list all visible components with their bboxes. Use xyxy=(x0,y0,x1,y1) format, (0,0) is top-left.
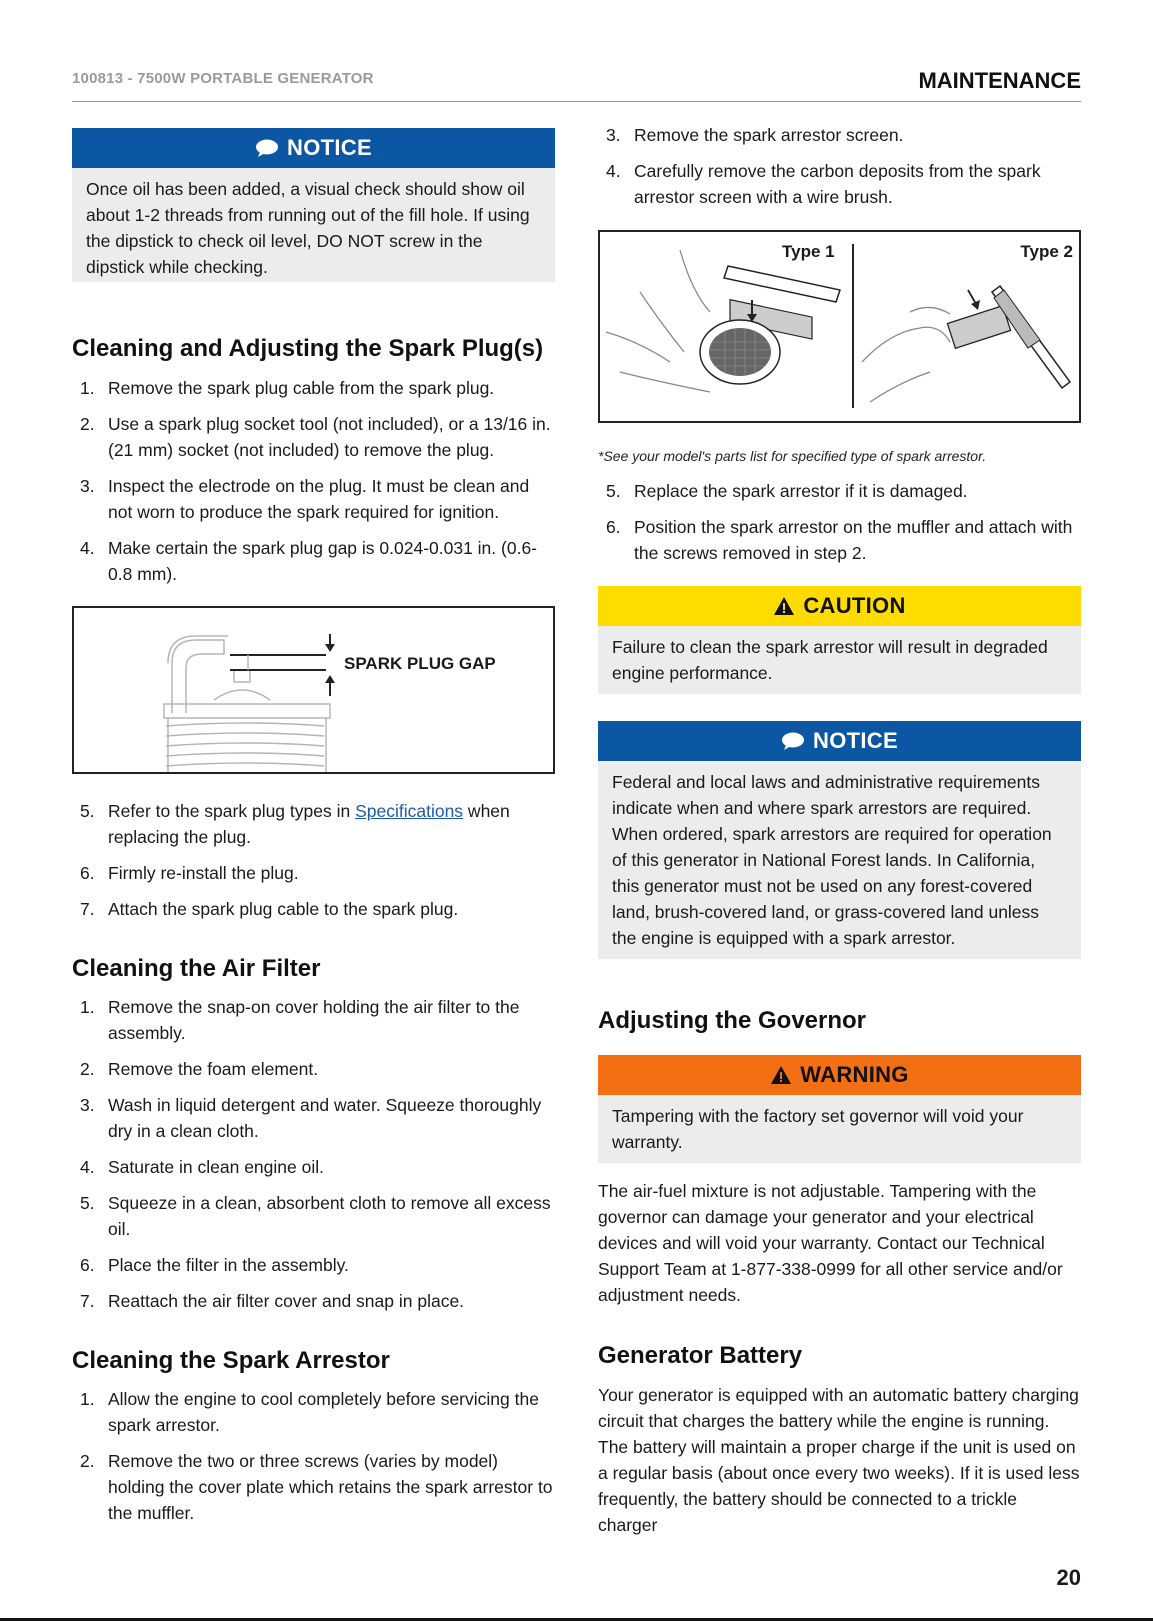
specifications-link[interactable]: Specifications xyxy=(355,801,464,821)
list-item: 4. Saturate in clean engine oil. xyxy=(80,1157,324,1177)
warning-triangle-icon xyxy=(773,596,795,616)
notice-header xyxy=(598,721,1081,761)
list-item: 6. Position the spark arrestor on the muffler and attach with the screws removed in step 2. xyxy=(606,517,1073,563)
spark-plug-gap-label: SPARK PLUG GAP xyxy=(344,654,496,673)
governor-body: The air-fuel mixture is not adjustable. Tampering with the governor can damage your generator and your electrical devices and will void your warranty. Contact our Technical Support Team at 1-877-338-0999 for all other service and/or adjustment needs. xyxy=(598,1181,1063,1305)
list-item: 2. Use a spark plug socket tool (not included), or a 13/16 in. (21 mm) socket (not included) to remove the plug. xyxy=(80,414,551,460)
spark-arrestor-illustration xyxy=(600,232,1079,421)
spark-plug-gap-figure xyxy=(72,606,555,774)
governor-heading: Adjusting the Governor xyxy=(598,1007,867,1034)
section-title: MAINTENANCE xyxy=(918,68,1081,93)
list-item: 5. Refer to the spark plug types in Specifications when replacing the plug. xyxy=(80,801,510,847)
header-divider xyxy=(72,101,1081,102)
notice-laws-callout xyxy=(598,721,1081,959)
speech-bubble-icon xyxy=(781,732,805,750)
warning-callout xyxy=(598,1055,1081,1163)
air-filter-steps xyxy=(72,994,555,1324)
caution-body: Failure to clean the spark arrestor will result in degraded engine performance. xyxy=(598,626,1081,694)
warning-body: Tampering with the factory set governor will void your warranty. xyxy=(598,1095,1081,1163)
list-item: 2. Remove the foam element. xyxy=(80,1059,319,1079)
warning-header xyxy=(598,1055,1081,1095)
list-item: 3. Wash in liquid detergent and water. Squeeze thoroughly dry in a clean cloth. xyxy=(80,1095,542,1141)
spark-arrestor-steps-right xyxy=(598,122,1081,220)
list-item: 1. Remove the snap-on cover holding the air filter to the assembly. xyxy=(80,997,520,1043)
spark-arrestor-footnote: *See your model's parts list for specified type of spark arrestor. xyxy=(598,448,987,464)
list-item: 7. Attach the spark plug cable to the spark plug. xyxy=(80,899,459,919)
spark-plug-heading: Cleaning and Adjusting the Spark Plug(s) xyxy=(72,335,544,362)
list-item: 6. Place the filter in the assembly. xyxy=(80,1255,349,1275)
caution-callout xyxy=(598,586,1081,694)
list-item: 1. Allow the engine to cool completely before servicing the spark arrestor. xyxy=(80,1389,539,1435)
list-item: 1. Remove the spark plug cable from the spark plug. xyxy=(80,378,495,398)
notice-body: Once oil has been added, a visual check should show oil about 1-2 threads from running out of the fill hole. If using the dipstick to check oil level, DO NOT screw in the dipstick while checking. xyxy=(72,168,555,282)
notice-oil-callout xyxy=(72,128,555,282)
notice-laws-body: Federal and local laws and administrative requirements indicate when and where spark arrestors are required. When ordered, spark arrestors are required for operation of this generator in National Forest lands. In California, this generator must not be used on any forest-covered land, brush-covered land, or grass-covered land unless the engine is equipped with a spark arrestor. xyxy=(598,761,1081,959)
caution-label: CAUTION xyxy=(803,593,906,618)
spark-arrestor-heading: Cleaning the Spark Arrestor xyxy=(72,1347,390,1374)
notice-label: NOTICE xyxy=(287,135,372,160)
notice-label: NOTICE xyxy=(813,728,898,753)
list-item: 5. Squeeze in a clean, absorbent cloth to remove all excess oil. xyxy=(80,1193,551,1239)
list-item: 7. Reattach the air filter cover and snap in place. xyxy=(80,1291,465,1311)
speech-bubble-icon xyxy=(255,139,279,157)
warning-label: WARNING xyxy=(800,1062,909,1087)
battery-body: Your generator is equipped with an automatic battery charging circuit that charges the battery while the engine is running. The battery will maintain a proper charge if the unit is used on a regular basis (about once every two weeks). If it is used less frequently, the battery should be connected to a trickle charger xyxy=(598,1385,1080,1535)
notice-header xyxy=(72,128,555,168)
spark-arrestor-steps xyxy=(72,1386,555,1536)
type2-label: Type 2 xyxy=(1020,242,1073,261)
spark-plug-steps-continued xyxy=(72,798,555,932)
list-item: 5. Replace the spark arrestor if it is damaged. xyxy=(606,481,968,501)
spark-arrestor-steps-after xyxy=(598,478,1081,576)
battery-heading: Generator Battery xyxy=(598,1342,803,1369)
list-item: 4. Make certain the spark plug gap is 0.024-0.031 in. (0.6-0.8 mm). xyxy=(80,538,537,584)
caution-header xyxy=(598,586,1081,626)
page-number: 20 xyxy=(1056,1565,1081,1590)
document-title: 100813 - 7500W PORTABLE GENERATOR xyxy=(72,70,374,87)
list-item: 4. Carefully remove the carbon deposits from the spark arrestor screen with a wire brush. xyxy=(606,161,1041,207)
warning-triangle-icon xyxy=(770,1065,792,1085)
spark-plug-steps xyxy=(72,375,555,597)
list-item: 3. Inspect the electrode on the plug. It must be clean and not worn to produce the spark required for ignition. xyxy=(80,476,530,522)
spark-plug-illustration xyxy=(74,608,553,772)
air-filter-heading: Cleaning the Air Filter xyxy=(72,955,321,982)
list-item: 3. Remove the spark arrestor screen. xyxy=(606,125,904,145)
list-item: 2. Remove the two or three screws (varies by model) holding the cover plate which retains the spark arrestor to the muffler. xyxy=(80,1451,553,1523)
list-item: 6. Firmly re-install the plug. xyxy=(80,863,299,883)
type1-label: Type 1 xyxy=(782,242,835,261)
spark-arrestor-figure xyxy=(598,230,1081,423)
